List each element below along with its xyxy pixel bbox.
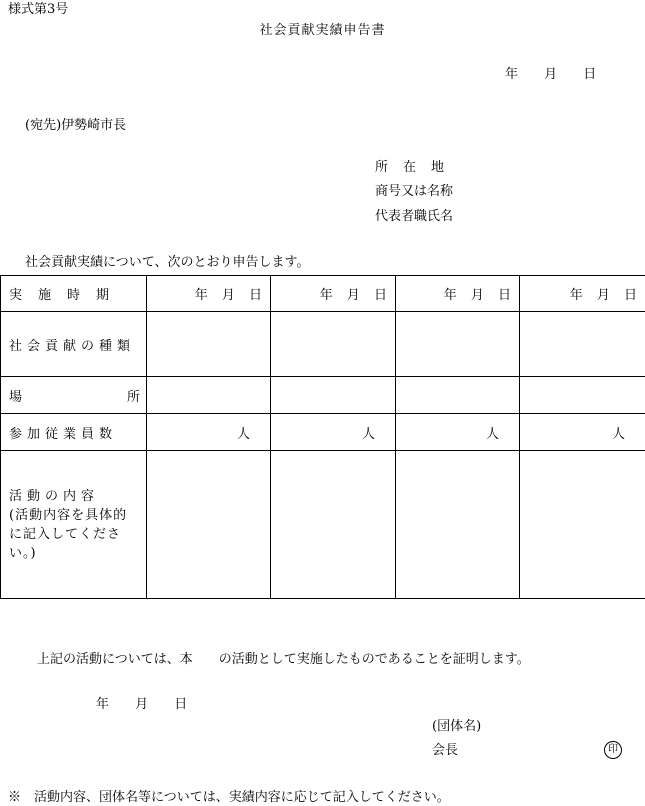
type-label: 社会貢献の種類 bbox=[9, 339, 135, 354]
period-label-cell bbox=[1, 276, 147, 312]
seal-mark: 印 bbox=[604, 741, 622, 759]
type-cell-1[interactable] bbox=[147, 312, 271, 377]
place-cell-3[interactable] bbox=[396, 377, 520, 414]
participants-cell-2[interactable] bbox=[271, 414, 396, 451]
activity-cell-1[interactable] bbox=[147, 451, 271, 599]
table-row-period bbox=[1, 276, 645, 312]
period-cell-1[interactable] bbox=[147, 276, 271, 312]
period-label: 実施時期 bbox=[9, 288, 125, 303]
activity-label: 活動の内容 bbox=[9, 489, 99, 504]
table-row-place bbox=[1, 377, 645, 414]
activity-cell-3[interactable] bbox=[396, 451, 520, 599]
place-label-cell bbox=[1, 377, 147, 414]
footnote: ※ 活動内容、団体名等については、実績内容に応じて記入してください。 bbox=[8, 790, 450, 806]
organization-label: (団体名) bbox=[432, 719, 481, 735]
place-cell-1[interactable] bbox=[147, 377, 271, 414]
participants-label: 参加従業員数 bbox=[9, 427, 117, 442]
addressee: (宛先)伊勢崎市長 bbox=[25, 118, 126, 134]
person-unit-2: 人 bbox=[362, 427, 375, 442]
place-cell-2[interactable] bbox=[271, 377, 396, 414]
period-cell-3[interactable] bbox=[396, 276, 520, 312]
type-cell-3[interactable] bbox=[396, 312, 520, 377]
table-row-participants bbox=[1, 414, 645, 451]
form-number: 様式第3号 bbox=[8, 2, 68, 18]
applicant-representative-label: 代表者職氏名 bbox=[375, 209, 453, 225]
period-date-3: 年 月 日 bbox=[444, 288, 511, 303]
place-cell-4[interactable] bbox=[520, 377, 645, 414]
applicant-company-label: 商号又は名称 bbox=[375, 184, 453, 200]
person-unit-3: 人 bbox=[486, 427, 499, 442]
type-cell-4[interactable] bbox=[520, 312, 645, 377]
person-unit-4: 人 bbox=[612, 427, 625, 442]
type-label-cell bbox=[1, 312, 147, 377]
period-cell-4[interactable] bbox=[520, 276, 645, 312]
chairman-label: 会長 bbox=[432, 743, 458, 759]
activity-cell-2[interactable] bbox=[271, 451, 396, 599]
period-cell-2[interactable] bbox=[271, 276, 396, 312]
participants-cell-4[interactable] bbox=[520, 414, 645, 451]
applicant-location-label: 所在地 bbox=[375, 160, 459, 176]
document-title: 社会貢献実績申告書 bbox=[0, 23, 645, 39]
table-row-type bbox=[1, 312, 645, 377]
participants-cell-1[interactable] bbox=[147, 414, 271, 451]
certification-date: 年 月 日 bbox=[96, 697, 187, 713]
type-cell-2[interactable] bbox=[271, 312, 396, 377]
person-unit-1: 人 bbox=[237, 427, 250, 442]
certification-text: 上記の活動については、本 の活動として実施したものであることを証明します。 bbox=[37, 652, 530, 668]
participants-cell-3[interactable] bbox=[396, 414, 520, 451]
period-date-4: 年 月 日 bbox=[570, 288, 637, 303]
activity-cell-4[interactable] bbox=[520, 451, 645, 599]
activity-label-cell bbox=[1, 451, 147, 599]
contribution-table bbox=[0, 275, 645, 599]
submission-date: 年 月 日 bbox=[505, 67, 596, 83]
participants-label-cell bbox=[1, 414, 147, 451]
place-label-second: 所 bbox=[127, 386, 140, 405]
activity-note: (活動内容を具体的に記入してください。) bbox=[9, 508, 127, 561]
place-label-first: 場 bbox=[9, 386, 22, 405]
intro-text: 社会貢献実績について、次のとおり申告します。 bbox=[25, 255, 309, 271]
period-date-2: 年 月 日 bbox=[320, 288, 387, 303]
period-date-1: 年 月 日 bbox=[195, 288, 262, 303]
table-row-activity bbox=[1, 451, 645, 599]
